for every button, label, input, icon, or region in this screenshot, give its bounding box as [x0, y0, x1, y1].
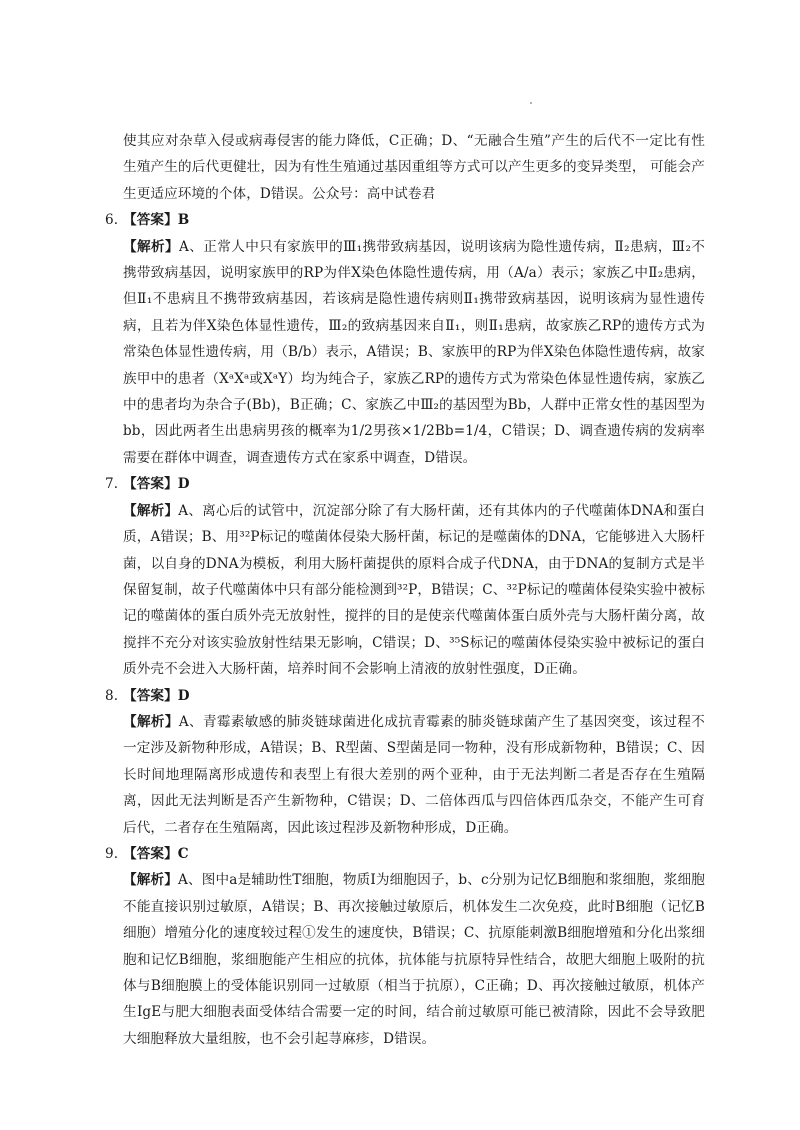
answer-label: 【答案】C: [123, 845, 189, 862]
answer-line: [105, 471, 705, 497]
document-body: [105, 128, 705, 1052]
question-7: [105, 471, 705, 682]
analysis-tag: 【解析】: [123, 713, 179, 730]
answer-line: [105, 841, 705, 867]
question-9: [105, 841, 705, 1052]
question-number: 8.: [105, 687, 119, 704]
analysis-paragraph: [105, 709, 705, 841]
scan-speck: [530, 102, 532, 104]
question-6: [105, 207, 705, 471]
analysis-paragraph: [105, 498, 705, 683]
answer-label: 【答案】D: [123, 476, 190, 493]
intro-paragraph: 使其应对杂草入侵或病毒侵害的能力降低，C正确；D、“无融合生殖”产生的后代不一定比有性生殖产生的后代更健壮，因为有性生殖通过基因重组等方式可以产生更多的变异类型， 可能会产生更适应环境的个体，D错误。公众号：高中试卷君: [123, 133, 705, 202]
question-number: 9.: [105, 845, 119, 862]
answer-label: 【答案】D: [123, 687, 190, 704]
question-8: [105, 683, 705, 841]
analysis-text: A、青霉素敏感的肺炎链球菌进化成抗青霉素的肺炎链球菌产生了基因突变，该过程不一定涉及新物种形成，A错误；B、R型菌、S型菌是同一物种，没有形成新物种，B错误；C、因长时间地理隔离形成遗传和表型上有很大差别的两个亚种，由于无法判断二者是否存在生殖隔离，因此无法判断是否产生新物种，C错误；D、二倍体西瓜与四倍体西瓜杂交，不能产生可育后代，二者存在生殖隔离，因此该过程涉及新物种形成，D正确。: [123, 713, 705, 836]
analysis-text: A、图中a是辅助性T细胞，物质Ⅰ为细胞因子，b、c分别为记忆B细胞和浆细胞，浆细胞不能直接识别过敏原，A错误；B、再次接触过敏原后，机体发生二次免疫，此时B细胞（记忆B细胞）增殖分化的速度较过程①发生的速度快，B错误；C、抗原能刺激B细胞增殖和分化出浆细胞和记忆B细胞，浆细胞能产生相应的抗体，抗体能与抗原特异性结合，故肥大细胞上吸附的抗体与B细胞膜上的受体能识别同一过敏原（相当于抗原），C正确；D、再次接触过敏原，机体产生IgE与肥大细胞表面受体结合需要一定的时间，结合前过敏原可能已被清除，因此不会导致肥大细胞释放大量组胺，也不会引起荨麻疹，D错误。: [123, 872, 705, 1047]
analysis-text: A、正常人中只有家族甲的Ⅲ₁携带致病基因，说明该病为隐性遗传病，Ⅱ₂患病，Ⅲ₂不携带致病基因，说明家族甲的RP为伴X染色体隐性遗传病，用（A/a）表示；家族乙中Ⅱ₂患病，但Ⅱ₁不患病且不携带致病基因，若该病是隐性遗传病则Ⅱ₁携带致病基因，说明该病为显性遗传病，且若为伴X染色体显性遗传，Ⅲ₂的致病基因来自Ⅱ₁，则Ⅱ₁患病，故家族乙RP的遗传方式为常染色体显性遗传病，用（B/b）表示，A错误；B、家族甲的RP为伴X染色体隐性遗传病，故家族甲中的患者（XᵃXᵃ或XᵃY）均为纯合子，家族乙RP的遗传方式为常染色体显性遗传病，家族乙中的患者均为杂合子(Bb)，B正确；C、家族乙中Ⅲ₂的基因型为Bb，人群中正常女性的基因型为bb，因此两者生出患病男孩的概率为1/2男孩×1/2Bb=1/4，C错误；D、调查遗传病的发病率需要在群体中调查，调查遗传方式在家系中调查，D错误。: [123, 238, 705, 466]
analysis-paragraph: [105, 867, 705, 1052]
answer-line: [105, 207, 705, 233]
analysis-text: A、离心后的试管中，沉淀部分除了有大肠杆菌，还有其体内的子代噬菌体DNA和蛋白质，A错误；B、用³²P标记的噬菌体侵染大肠杆菌，标记的是噬菌体的DNA，它能够进入大肠杆菌，以自身的DNA为模板，利用大肠杆菌提供的原料合成子代DNA，由于DNA的复制方式是半保留复制，故子代噬菌体中只有部分能检测到³²P，B错误；C、³²P标记的噬菌体侵染实验中被标记的噬菌体的蛋白质外壳无放射性，搅拌的目的是使亲代噬菌体蛋白质外壳与大肠杆菌分离，故搅拌不充分对该实验放射性结果无影响，C错误；D、³⁵S标记的噬菌体侵染实验中被标记的蛋白质外壳不会进入大肠杆菌，培养时间不会影响上清液的放射性强度，D正确。: [123, 502, 706, 678]
analysis-tag: 【解析】: [123, 502, 179, 519]
answer-label: 【答案】B: [123, 212, 190, 229]
analysis-paragraph: [105, 234, 705, 472]
analysis-tag: 【解析】: [123, 872, 178, 889]
answer-line: [105, 683, 705, 709]
question-number: 7.: [105, 476, 119, 493]
question-number: 6.: [105, 212, 119, 229]
analysis-tag: 【解析】: [123, 238, 179, 255]
